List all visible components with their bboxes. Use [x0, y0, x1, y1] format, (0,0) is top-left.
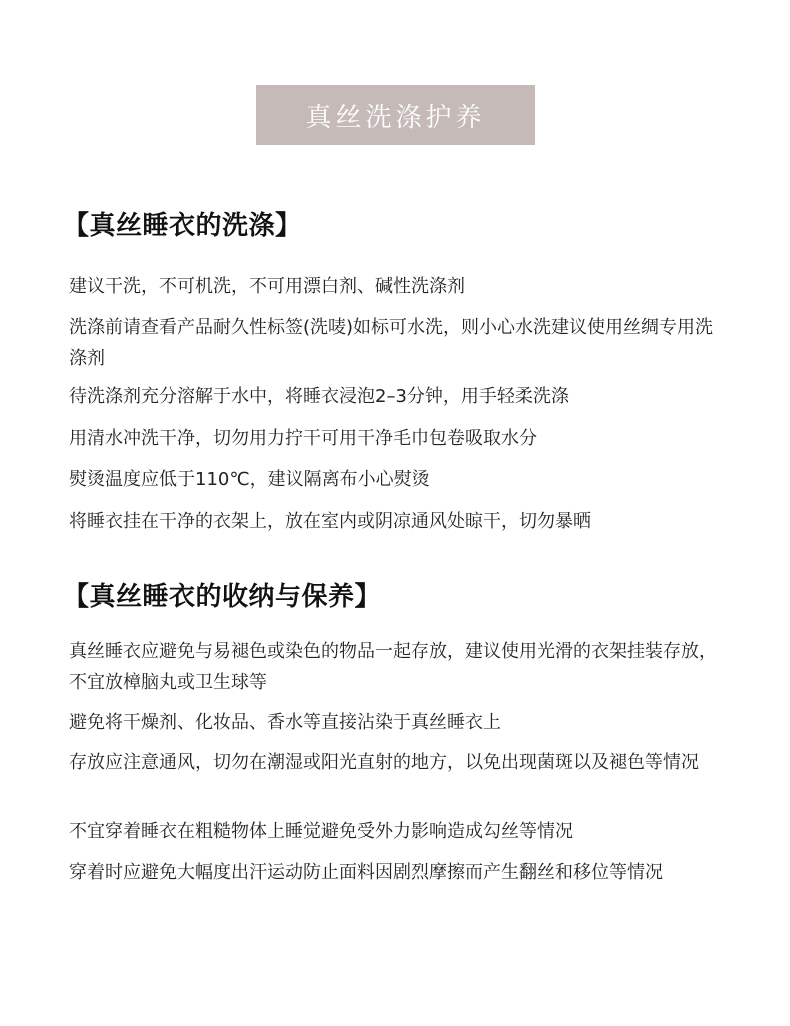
washing-item: 待洗涤剂充分溶解于水中，将睡衣浸泡2–3分钟，用手轻柔洗涤 [69, 386, 569, 407]
storage-item: 不宜穿着睡衣在粗糙物体上睡觉避免受外力影响造成勾丝等情况 [69, 821, 573, 842]
washing-item: 熨烫温度应低于110℃，建议隔离布小心熨烫 [69, 469, 430, 490]
storage-item: 真丝睡衣应避免与易褪色或染色的物品一起存放，建议使用光滑的衣架挂装存放，不宜放樟脑丸或卫生球等 [69, 641, 717, 693]
washing-item: 洗涤前请查看产品耐久性标签(洗唛)如标可水洗，则小心水洗建议使用丝绸专用洗涤剂 [69, 317, 714, 369]
washing-item: 将睡衣挂在干净的衣架上，放在室内或阴凉通风处晾干，切勿暴晒 [69, 511, 591, 532]
storage-section-heading: 【真丝睡衣的收纳与保养】 [63, 582, 382, 612]
page-title: 真丝洗涤护养 [305, 102, 486, 133]
title-banner [256, 85, 535, 145]
washing-item: 用清水冲洗干净，切勿用力拧干可用干净毛巾包卷吸取水分 [69, 428, 537, 449]
washing-item: 建议干洗，不可机洗，不可用漂白剂、碱性洗涤剂 [69, 276, 465, 297]
storage-item: 穿着时应避免大幅度出汗运动防止面料因剧烈摩擦而产生翻丝和移位等情况 [69, 862, 663, 883]
storage-item: 存放应注意通风，切勿在潮湿或阳光直射的地方，以免出现菌斑以及褪色等情况 [69, 752, 699, 773]
washing-section-heading: 【真丝睡衣的洗涤】 [63, 211, 302, 241]
storage-item: 避免将干燥剂、化妆品、香水等直接沾染于真丝睡衣上 [69, 712, 501, 733]
